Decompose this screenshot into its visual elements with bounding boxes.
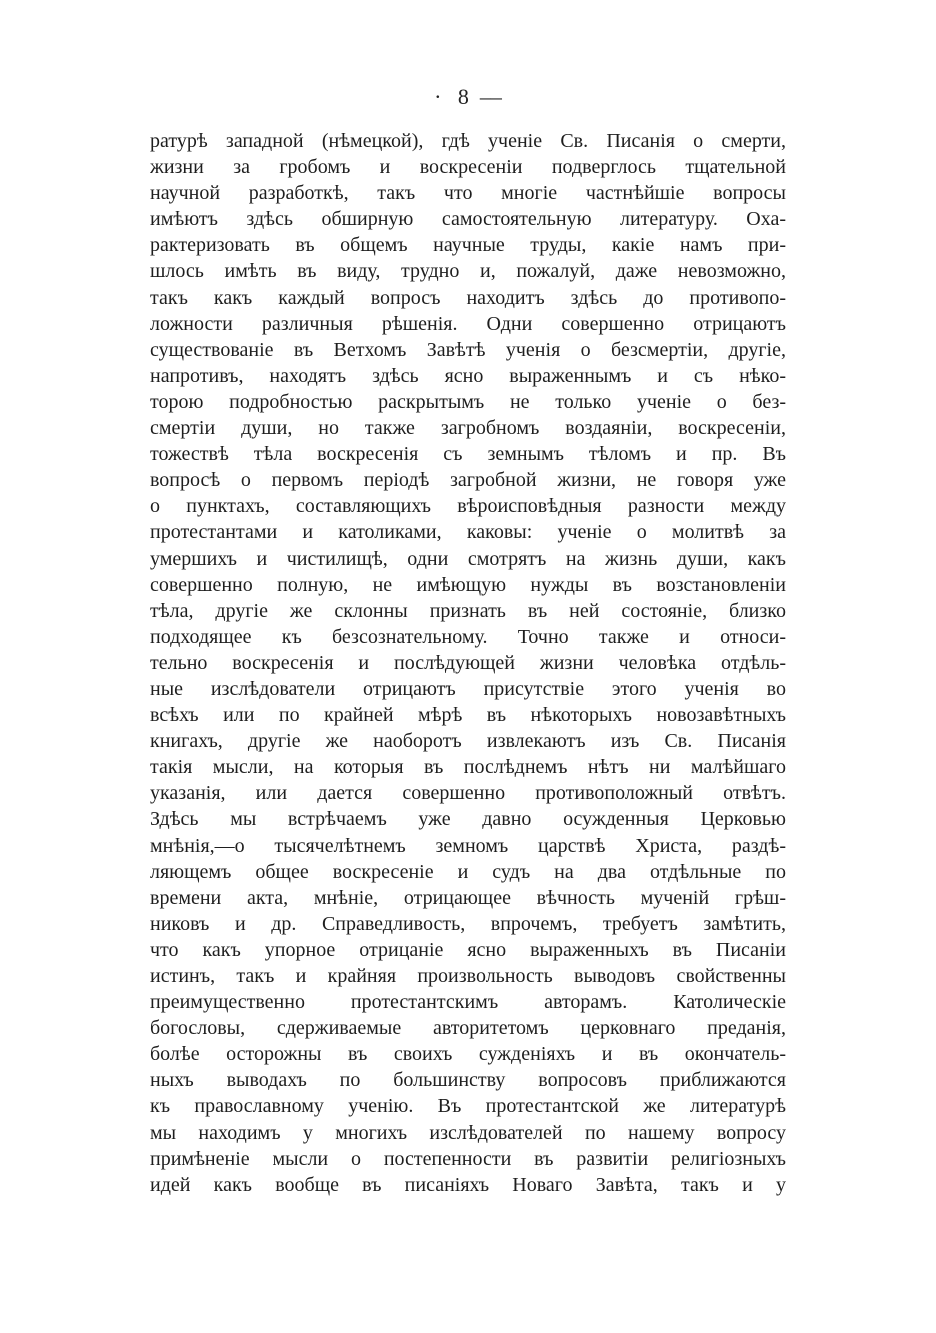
text-line: что какъ упорное отрицаніе ясно выраженныхъ въ Писаніи	[150, 938, 786, 961]
text-line: тельно воскресенія и послѣдующей жизни человѣка отдѣль-	[150, 651, 786, 674]
text-line: совершенно полную, не имѣющую нужды въ возстановленіи	[150, 573, 786, 596]
text-line: напротивъ, находятъ здѣсь ясно выраженнымъ и съ нѣко-	[150, 364, 786, 387]
text-line: торою подробностью раскрытымъ не только ученіе о без-	[150, 390, 786, 413]
text-line: имѣютъ здѣсь обширную самостоятельную литературу. Оха-	[150, 208, 786, 231]
text-line: протестантами и католиками, каковы: ученіе о молитвѣ за	[150, 521, 786, 544]
text-line: рактеризовать въ общемъ научные труды, какіе намъ при-	[150, 234, 786, 257]
text-line: никовъ и др. Справедливость, впрочемъ, требуетъ замѣтить,	[150, 912, 786, 935]
body-text	[150, 128, 786, 1198]
text-line: жизни за гробомъ и воскресеніи подверглось тщательной	[150, 156, 786, 179]
text-line: болѣе осторожны въ своихъ сужденіяхъ и въ окончатель-	[150, 1043, 786, 1066]
text-line: подходящее къ безсознательному. Точно также и относи-	[150, 625, 786, 648]
text-line: такія мысли, на которыя въ послѣднемъ нѣтъ ни малѣйшаго	[150, 756, 786, 779]
text-line: всѣхъ или по крайней мѣрѣ въ нѣкоторыхъ новозавѣтныхъ	[150, 704, 786, 727]
text-line: ныхъ выводахъ по большинству вопросовъ приближаются	[150, 1069, 786, 1092]
text-line: мы находимъ у многихъ изслѣдователей по нашему вопросу	[150, 1121, 786, 1144]
text-line: ратурѣ западной (нѣмецкой), гдѣ ученіе Св. Писанія о смерти,	[150, 130, 786, 152]
text-line: умершихъ и чистилищѣ, одни смотрятъ на жизнь души, какъ	[150, 547, 786, 570]
text-line: примѣненіе мысли о постепенности въ развитіи религіозныхъ	[150, 1147, 786, 1170]
text-line: книгахъ, другіе же наоборотъ извлекаютъ изъ Св. Писанія	[150, 730, 786, 753]
text-line: тожествѣ тѣла воскресенія съ земнымъ тѣломъ и пр. Въ	[150, 443, 786, 466]
text-line: смертіи души, но также загробномъ воздаяніи, воскресеніи,	[150, 417, 786, 440]
text-line: ляющемъ общее воскресеніе и судъ на два отдѣльные по	[150, 860, 786, 883]
text-line: истинъ, такъ и крайняя произвольность выводовъ свойственны	[150, 965, 786, 987]
text-line: указанія, или дается совершенно противоположный отвѣтъ.	[150, 782, 786, 805]
text-line: о пунктахъ, составляющихъ вѣроисповѣдныя разности между	[150, 495, 786, 518]
text-line: къ православному ученію. Въ протестантской же литературѣ	[150, 1095, 786, 1118]
text-line: шлось имѣть въ виду, трудно и, пожалуй, даже невозможно,	[150, 260, 786, 283]
text-line: идей какъ вообще въ писаніяхъ Новаго Завѣта, такъ и у	[150, 1173, 786, 1196]
page-number: · 8 ––	[434, 84, 502, 109]
text-line: научной разработкѣ, такъ что многіе частнѣйшіе вопросы	[150, 182, 786, 205]
text-line: мнѣнія,—о тысячелѣтнемъ земномъ царствѣ Христа, раздѣ-	[150, 834, 786, 857]
text-line: времени акта, мнѣніе, отрицающее вѣчность мученій грѣш-	[150, 886, 786, 909]
text-line: Здѣсь мы встрѣчаемъ уже давно осужденныя Церковью	[150, 808, 786, 831]
text-line: существованіе въ Ветхомъ Завѣтѣ ученія о безсмертіи, другіе,	[150, 338, 786, 361]
text-line: такъ какъ каждый вопросъ находитъ здѣсь до противопо-	[150, 286, 786, 309]
text-line: вопросѣ о первомъ періодѣ загробной жизни, не говоря уже	[150, 469, 786, 492]
text-line: ложности различныя рѣшенія. Одни совершенно отрицаютъ	[150, 312, 786, 335]
text-line: богословы, сдерживаемые авторитетомъ церковнаго преданія,	[150, 1017, 786, 1040]
text-line: тѣла, другіе же склонны признать въ ней состояніе, близко	[150, 599, 786, 622]
text-line: ные изслѣдователи отрицаютъ присутствіе этого ученія во	[150, 677, 786, 700]
text-line: преимущественно протестантскимъ авторамъ. Католическіе	[150, 991, 786, 1014]
